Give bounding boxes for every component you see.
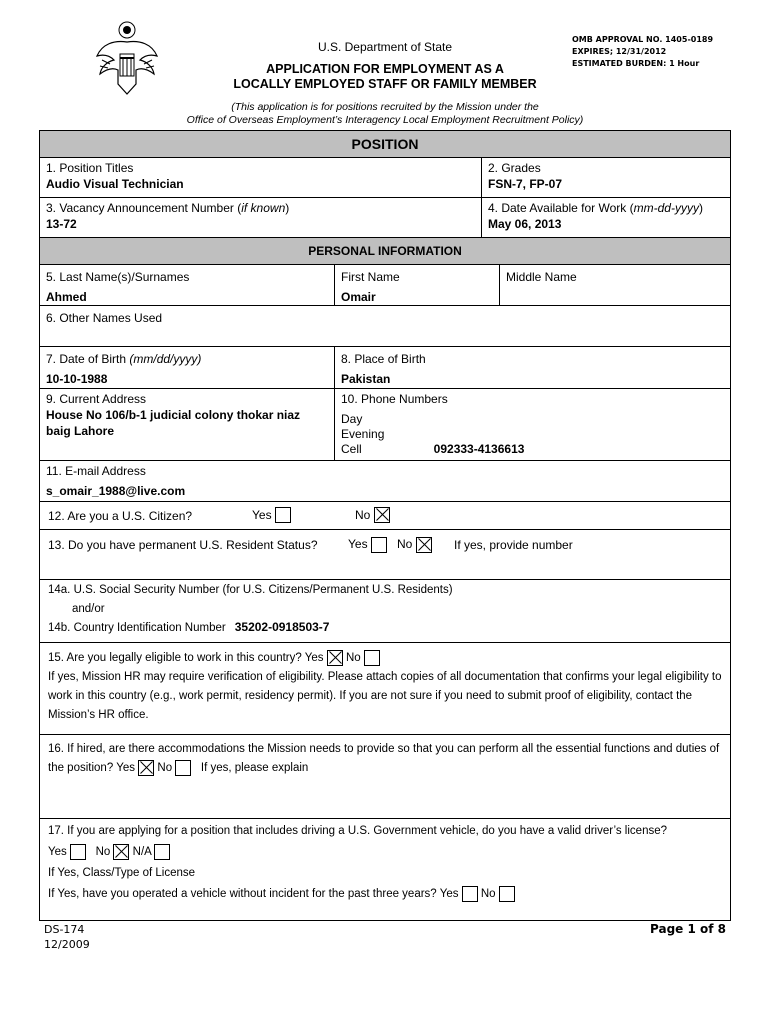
label-q13: 13. Do you have permanent U.S. Resident Status? bbox=[48, 538, 318, 552]
label-q17-class: If Yes, Class/Type of License bbox=[48, 867, 196, 879]
checkbox-q17-na[interactable] bbox=[154, 844, 170, 860]
checkbox-q13-no[interactable] bbox=[416, 537, 432, 553]
checkbox-q12-yes[interactable] bbox=[275, 507, 291, 523]
question-work-eligibility bbox=[40, 643, 730, 734]
label-q17-incident: If Yes, have you operated a vehicle without incident for the past three years? bbox=[48, 888, 437, 900]
label-grades: 2. Grades bbox=[488, 161, 541, 175]
checkbox-q13-yes[interactable] bbox=[371, 537, 387, 553]
value-position-titles: Audio Visual Technician bbox=[46, 177, 184, 191]
note-line2: Office of Overseas Employment’s Interagency Local Employment Recruitment Policy) bbox=[186, 114, 584, 126]
page-number: Page 1 of 8 bbox=[650, 922, 726, 936]
label-q16-no: No bbox=[157, 762, 173, 774]
value-email: s_omair_1988@live.com bbox=[46, 484, 186, 498]
value-date-available: May 06, 2013 bbox=[488, 217, 562, 231]
label-q16-yes: Yes bbox=[116, 762, 135, 774]
value-current-address: House No 106/b-1 judicial colony thokar niaz baig Lahore bbox=[46, 408, 301, 438]
checkbox-q17-incident-yes[interactable] bbox=[462, 886, 478, 902]
value-country-id: 35202-0918503-7 bbox=[234, 620, 330, 634]
label-q17: 17. If you are applying for a position that includes driving a U.S. Government vehicle, do you have a valid driver’s license? bbox=[48, 825, 668, 837]
value-grades: FSN-7, FP-07 bbox=[488, 177, 563, 191]
section-personal-header bbox=[40, 238, 730, 265]
value-place-of-birth: Pakistan bbox=[341, 372, 391, 386]
label-position-titles: 1. Position Titles bbox=[46, 161, 134, 175]
field-current-address[interactable] bbox=[40, 389, 334, 460]
omb-approval-block bbox=[572, 34, 713, 70]
value-date-of-birth: 10-10-1988 bbox=[46, 372, 108, 386]
field-other-names[interactable] bbox=[40, 306, 730, 346]
label-middle-name: Middle Name bbox=[506, 270, 577, 284]
label-other-names: 6. Other Names Used bbox=[46, 311, 163, 325]
label-q14a: 14a. U.S. Social Security Number (for U.S. Citizens/Permanent U.S. Residents) bbox=[48, 584, 453, 596]
label-current-address: 9. Current Address bbox=[46, 392, 147, 406]
form-header bbox=[180, 40, 590, 92]
label-phone-cell: Cell bbox=[341, 442, 362, 456]
label-q17-yes: Yes bbox=[48, 846, 67, 858]
value-last-name: Ahmed bbox=[46, 290, 87, 304]
omb-approval-number: OMB APPROVAL NO. 1405-0189 bbox=[572, 35, 714, 44]
form-number: DS-174 bbox=[44, 923, 85, 936]
checkbox-q15-yes[interactable] bbox=[327, 650, 343, 666]
section-position-header bbox=[40, 131, 730, 158]
application-note bbox=[120, 101, 650, 127]
question-accommodations bbox=[40, 735, 730, 818]
label-date-of-birth: 7. Date of Birth (mm/dd/yyyy) bbox=[46, 352, 202, 366]
label-q15-no: No bbox=[345, 652, 361, 664]
label-q17-incident-no: No bbox=[480, 888, 496, 900]
omb-expiry: EXPIRES; 12/31/2012 bbox=[572, 47, 667, 56]
value-phone-cell: 092333-4136613 bbox=[433, 442, 525, 456]
field-date-of-birth[interactable] bbox=[40, 347, 334, 388]
checkbox-q16-yes[interactable] bbox=[138, 760, 154, 776]
label-date-available: 4. Date Available for Work (mm-dd-yyyy) bbox=[488, 201, 703, 215]
field-first-name[interactable] bbox=[334, 265, 499, 305]
label-q14-andor: and/or bbox=[72, 603, 105, 615]
label-q13-no: No bbox=[397, 537, 413, 551]
label-first-name: First Name bbox=[341, 270, 400, 284]
question-permanent-resident bbox=[40, 530, 730, 579]
field-email[interactable] bbox=[40, 461, 730, 501]
field-vacancy-number[interactable] bbox=[40, 198, 481, 237]
label-vacancy-number: 3. Vacancy Announcement Number (if known) bbox=[46, 201, 290, 215]
label-q17-no: No bbox=[95, 846, 111, 858]
checkbox-q17-incident-no[interactable] bbox=[499, 886, 515, 902]
value-first-name: Omair bbox=[341, 290, 376, 304]
label-q15: 15. Are you legally eligible to work in this country? bbox=[48, 652, 302, 664]
field-grades[interactable] bbox=[481, 158, 730, 197]
section-title-position: POSITION bbox=[351, 136, 419, 152]
form-footer-id bbox=[44, 922, 90, 952]
application-form bbox=[39, 130, 731, 921]
label-q12-no: No bbox=[355, 507, 371, 522]
field-place-of-birth[interactable] bbox=[334, 347, 730, 388]
label-email: 11. E-mail Address bbox=[46, 464, 146, 478]
section-title-personal: PERSONAL INFORMATION bbox=[308, 244, 462, 258]
field-last-name[interactable] bbox=[40, 265, 334, 305]
field-middle-name[interactable] bbox=[499, 265, 730, 305]
checkbox-q15-no[interactable] bbox=[364, 650, 380, 666]
label-q15-yes: Yes bbox=[304, 652, 324, 664]
label-phone-evening: Evening bbox=[341, 426, 385, 441]
field-position-titles[interactable] bbox=[40, 158, 481, 197]
field-date-available[interactable] bbox=[481, 198, 730, 237]
omb-burden: ESTIMATED BURDEN: 1 Hour bbox=[572, 59, 700, 68]
text-q15-details: If yes, Mission HR may require verification of eligibility. Please attach copies of all documentation that confirms your legal eligibility to work in this country (e.g., work permit, residency permit). If you are not sure if you need to submit proof of eligibility, contact the Mission’s HR office. bbox=[48, 671, 722, 721]
label-q16: 16. If hired, are there accommodations the Mission needs to provide so that you can perform all the essential functions and duties of the position? bbox=[48, 743, 720, 774]
label-q17-na: N/A bbox=[132, 846, 152, 858]
checkbox-q17-yes[interactable] bbox=[70, 844, 86, 860]
note-line1: (This application is for positions recruited by the Mission under the bbox=[231, 101, 539, 113]
label-place-of-birth: 8. Place of Birth bbox=[341, 352, 426, 366]
form-title-line1: APPLICATION FOR EMPLOYMENT AS A bbox=[266, 62, 504, 76]
label-q13-yes: Yes bbox=[348, 537, 368, 551]
question-drivers-license bbox=[40, 819, 730, 920]
value-vacancy-number: 13-72 bbox=[46, 217, 77, 231]
great-seal-emblem bbox=[96, 20, 158, 98]
form-date: 12/2009 bbox=[44, 938, 90, 951]
label-q16-explain: If yes, please explain bbox=[200, 762, 309, 774]
checkbox-q16-no[interactable] bbox=[175, 760, 191, 776]
label-q14b: 14b. Country Identification Number bbox=[48, 622, 226, 634]
label-phone-day: Day bbox=[341, 412, 363, 426]
field-phone-numbers[interactable] bbox=[334, 389, 730, 460]
label-q12-yes: Yes bbox=[252, 507, 272, 522]
label-phone-numbers: 10. Phone Numbers bbox=[341, 392, 448, 406]
checkbox-q12-no[interactable] bbox=[374, 507, 390, 523]
label-last-name: 5. Last Name(s)/Surnames bbox=[46, 270, 190, 284]
checkbox-q17-no[interactable] bbox=[113, 844, 129, 860]
label-q17-incident-yes: Yes bbox=[439, 888, 459, 900]
form-title-line2: LOCALLY EMPLOYED STAFF OR FAMILY MEMBER bbox=[233, 77, 537, 91]
label-q13-provide-number: If yes, provide number bbox=[454, 538, 573, 552]
label-q12: 12. Are you a U.S. Citizen? bbox=[48, 508, 193, 523]
question-identification bbox=[40, 580, 730, 642]
question-us-citizen bbox=[40, 506, 730, 526]
department-name: U.S. Department of State bbox=[317, 40, 453, 54]
